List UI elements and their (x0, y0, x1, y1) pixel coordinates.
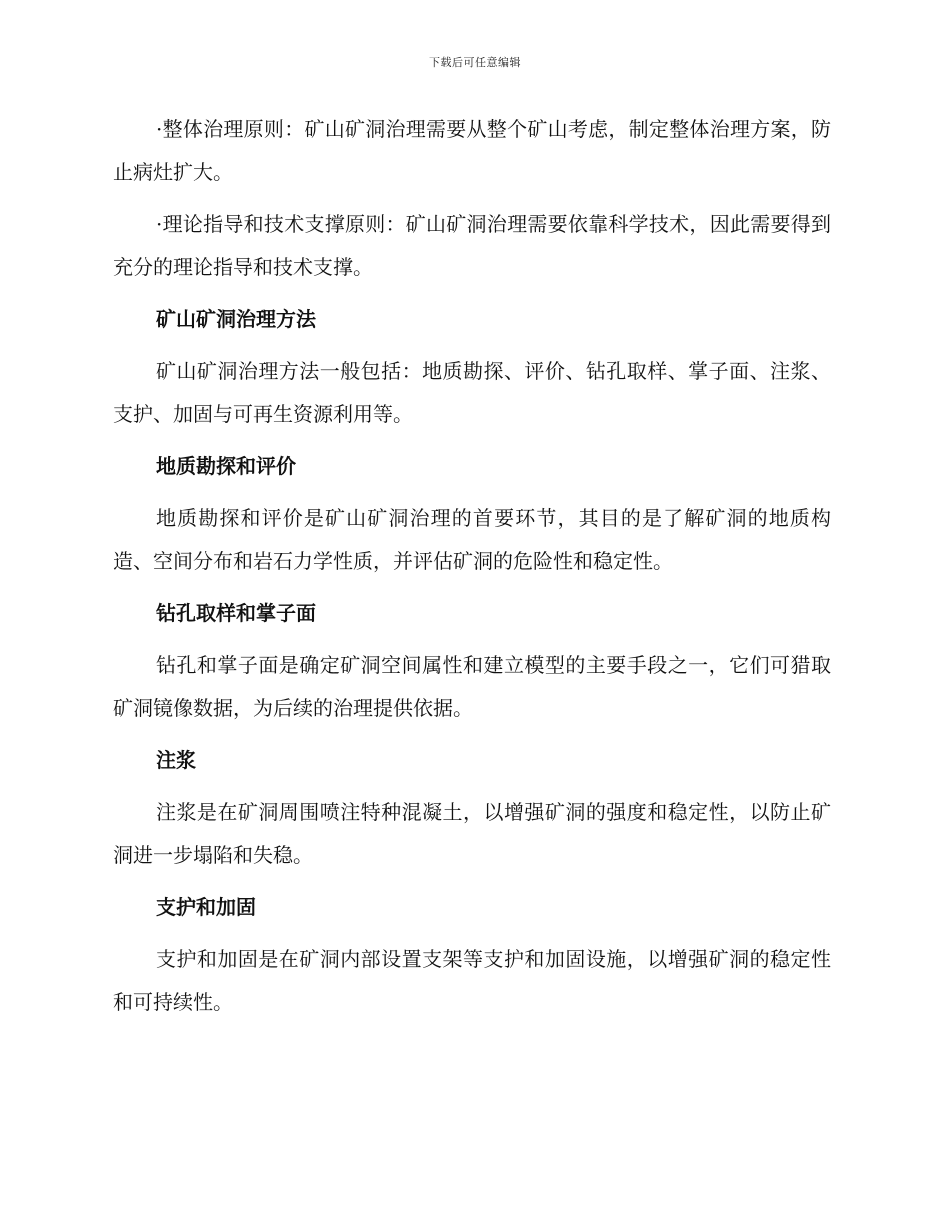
document-body (113, 108, 831, 1033)
section-text-grouting: 注浆是在矿洞周围喷注特种混凝土，以增强矿洞的强度和稳定性，以防止矿洞进一步塌陷和失稳。 (113, 800, 831, 867)
section-heading-survey: 地质勘探和评价 (156, 454, 296, 478)
section-text-support: 支护和加固是在矿洞内部设置支架等支护和加固设施，以增强矿洞的稳定性和可持续性。 (113, 947, 831, 1014)
section-heading-drilling: 钻孔取样和掌子面 (156, 601, 316, 625)
page-header: 下载后可任意编辑 (429, 56, 521, 69)
section-heading-support: 支护和加固 (156, 895, 256, 919)
section-text-drilling: 钻孔和掌子面是确定矿洞空间属性和建立模型的主要手段之一，它们可猎取矿洞镜像数据，为后续的治理提供依据。 (113, 653, 831, 720)
principle-bullet-overall: ·整体治理原则：矿山矿洞治理需要从整个矿山考虑，制定整体治理方案，防止病灶扩大。 (113, 117, 831, 184)
principle-bullet-theory: ·理论指导和技术支撑原则：矿山矿洞治理需要依靠科学技术，因此需要得到充分的理论指导和技术支撑。 (113, 212, 831, 279)
section-heading-methods: 矿山矿洞治理方法 (156, 307, 316, 331)
section-text-methods: 矿山矿洞治理方法一般包括：地质勘探、评价、钻孔取样、掌子面、注浆、支护、加固与可再生资源利用等。 (113, 359, 831, 426)
section-text-survey: 地质勘探和评价是矿山矿洞治理的首要环节，其目的是了解矿洞的地质构造、空间分布和岩石力学性质，并评估矿洞的危险性和稳定性。 (113, 506, 831, 573)
section-heading-grouting: 注浆 (156, 748, 196, 772)
